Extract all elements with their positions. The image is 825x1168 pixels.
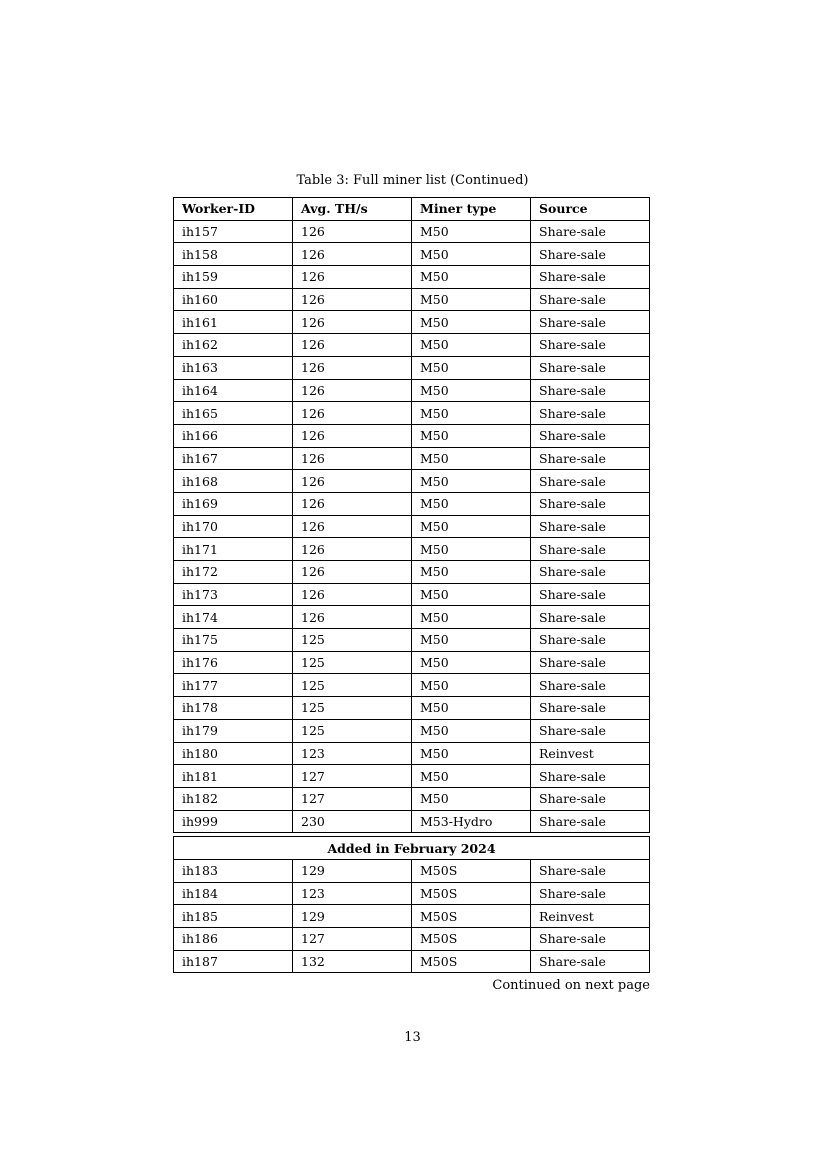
cell-source: Share-sale xyxy=(531,515,650,538)
table-body xyxy=(174,220,650,833)
cell-worker-id: ih999 xyxy=(174,810,293,833)
cell-avg-ths: 126 xyxy=(293,402,412,425)
table-row xyxy=(174,651,650,674)
cell-avg-ths: 127 xyxy=(293,928,412,951)
cell-miner-type: M50 xyxy=(412,288,531,311)
cell-avg-ths: 125 xyxy=(293,719,412,742)
cell-miner-type: M50 xyxy=(412,515,531,538)
cell-avg-ths: 126 xyxy=(293,379,412,402)
table-row xyxy=(174,787,650,810)
table-row xyxy=(174,515,650,538)
table-row xyxy=(174,492,650,515)
cell-worker-id: ih187 xyxy=(174,950,293,973)
page-number: 13 xyxy=(404,1030,421,1045)
cell-source: Share-sale xyxy=(531,697,650,720)
table-row xyxy=(174,606,650,629)
cell-miner-type: M50 xyxy=(412,379,531,402)
cell-worker-id: ih175 xyxy=(174,629,293,652)
table-row xyxy=(174,882,650,905)
cell-worker-id: ih169 xyxy=(174,492,293,515)
table-row xyxy=(174,719,650,742)
cell-avg-ths: 123 xyxy=(293,742,412,765)
cell-avg-ths: 126 xyxy=(293,288,412,311)
cell-avg-ths: 126 xyxy=(293,356,412,379)
table-row xyxy=(174,379,650,402)
cell-avg-ths: 129 xyxy=(293,859,412,882)
table-row xyxy=(174,334,650,357)
cell-avg-ths: 126 xyxy=(293,447,412,470)
cell-avg-ths: 127 xyxy=(293,765,412,788)
cell-source: Share-sale xyxy=(531,651,650,674)
cell-source: Reinvest xyxy=(531,742,650,765)
cell-miner-type: M50 xyxy=(412,787,531,810)
cell-source: Share-sale xyxy=(531,583,650,606)
cell-miner-type: M50 xyxy=(412,334,531,357)
cell-avg-ths: 125 xyxy=(293,674,412,697)
cell-worker-id: ih184 xyxy=(174,882,293,905)
table-row xyxy=(174,424,650,447)
cell-source: Share-sale xyxy=(531,311,650,334)
cell-avg-ths: 126 xyxy=(293,538,412,561)
cell-miner-type: M50 xyxy=(412,220,531,243)
cell-avg-ths: 126 xyxy=(293,334,412,357)
cell-worker-id: ih159 xyxy=(174,266,293,289)
cell-worker-id: ih183 xyxy=(174,859,293,882)
cell-worker-id: ih172 xyxy=(174,561,293,584)
cell-miner-type: M50 xyxy=(412,606,531,629)
table-row xyxy=(174,697,650,720)
cell-worker-id: ih164 xyxy=(174,379,293,402)
cell-miner-type: M50 xyxy=(412,538,531,561)
cell-source: Share-sale xyxy=(531,882,650,905)
cell-miner-type: M50S xyxy=(412,950,531,973)
cell-source: Share-sale xyxy=(531,266,650,289)
table-row xyxy=(174,583,650,606)
table-row xyxy=(174,905,650,928)
cell-miner-type: M50 xyxy=(412,447,531,470)
cell-miner-type: M50 xyxy=(412,629,531,652)
table-row xyxy=(174,765,650,788)
cell-worker-id: ih171 xyxy=(174,538,293,561)
table-row xyxy=(174,810,650,833)
cell-source: Share-sale xyxy=(531,674,650,697)
table-row xyxy=(174,220,650,243)
cell-miner-type: M50 xyxy=(412,742,531,765)
table-row xyxy=(174,288,650,311)
cell-source: Share-sale xyxy=(531,765,650,788)
cell-worker-id: ih165 xyxy=(174,402,293,425)
cell-source: Share-sale xyxy=(531,379,650,402)
header-avg-ths: Avg. TH/s xyxy=(293,198,412,221)
cell-avg-ths: 230 xyxy=(293,810,412,833)
continued-note: Continued on next page xyxy=(492,978,650,993)
cell-source: Share-sale xyxy=(531,243,650,266)
cell-avg-ths: 126 xyxy=(293,424,412,447)
cell-source: Share-sale xyxy=(531,424,650,447)
cell-avg-ths: 126 xyxy=(293,220,412,243)
cell-miner-type: M50S xyxy=(412,905,531,928)
cell-source: Share-sale xyxy=(531,810,650,833)
table-row xyxy=(174,674,650,697)
cell-avg-ths: 125 xyxy=(293,629,412,652)
table-row xyxy=(174,243,650,266)
section-body xyxy=(174,837,650,973)
cell-source: Share-sale xyxy=(531,288,650,311)
table-row xyxy=(174,311,650,334)
cell-source: Share-sale xyxy=(531,629,650,652)
cell-avg-ths: 125 xyxy=(293,697,412,720)
cell-source: Share-sale xyxy=(531,928,650,951)
cell-source: Share-sale xyxy=(531,719,650,742)
miner-table-container xyxy=(173,197,650,973)
table-row xyxy=(174,538,650,561)
cell-worker-id: ih181 xyxy=(174,765,293,788)
miner-table xyxy=(173,197,650,833)
cell-miner-type: M50 xyxy=(412,311,531,334)
cell-miner-type: M50 xyxy=(412,470,531,493)
cell-worker-id: ih157 xyxy=(174,220,293,243)
cell-avg-ths: 126 xyxy=(293,515,412,538)
cell-avg-ths: 126 xyxy=(293,311,412,334)
cell-worker-id: ih170 xyxy=(174,515,293,538)
cell-miner-type: M50 xyxy=(412,561,531,584)
cell-miner-type: M50 xyxy=(412,402,531,425)
cell-avg-ths: 126 xyxy=(293,492,412,515)
section-table xyxy=(173,836,650,973)
cell-miner-type: M53-Hydro xyxy=(412,810,531,833)
cell-worker-id: ih176 xyxy=(174,651,293,674)
cell-avg-ths: 126 xyxy=(293,606,412,629)
cell-source: Share-sale xyxy=(531,950,650,973)
cell-miner-type: M50S xyxy=(412,859,531,882)
table-row xyxy=(174,950,650,973)
cell-source: Share-sale xyxy=(531,538,650,561)
cell-source: Share-sale xyxy=(531,220,650,243)
cell-miner-type: M50 xyxy=(412,424,531,447)
cell-avg-ths: 123 xyxy=(293,882,412,905)
cell-worker-id: ih186 xyxy=(174,928,293,951)
cell-miner-type: M50 xyxy=(412,697,531,720)
cell-avg-ths: 125 xyxy=(293,651,412,674)
cell-worker-id: ih163 xyxy=(174,356,293,379)
cell-worker-id: ih162 xyxy=(174,334,293,357)
cell-miner-type: M50S xyxy=(412,928,531,951)
cell-miner-type: M50 xyxy=(412,583,531,606)
cell-source: Share-sale xyxy=(531,402,650,425)
cell-worker-id: ih179 xyxy=(174,719,293,742)
cell-worker-id: ih173 xyxy=(174,583,293,606)
cell-worker-id: ih180 xyxy=(174,742,293,765)
table-row xyxy=(174,356,650,379)
header-row xyxy=(174,198,650,221)
header-worker-id: Worker-ID xyxy=(174,198,293,221)
cell-source: Share-sale xyxy=(531,356,650,379)
cell-worker-id: ih178 xyxy=(174,697,293,720)
cell-source: Share-sale xyxy=(531,492,650,515)
table-row xyxy=(174,470,650,493)
cell-source: Share-sale xyxy=(531,787,650,810)
cell-worker-id: ih177 xyxy=(174,674,293,697)
cell-source: Share-sale xyxy=(531,447,650,470)
cell-avg-ths: 127 xyxy=(293,787,412,810)
cell-source: Reinvest xyxy=(531,905,650,928)
cell-avg-ths: 129 xyxy=(293,905,412,928)
cell-avg-ths: 126 xyxy=(293,266,412,289)
cell-worker-id: ih185 xyxy=(174,905,293,928)
cell-miner-type: M50 xyxy=(412,651,531,674)
cell-miner-type: M50 xyxy=(412,765,531,788)
cell-avg-ths: 126 xyxy=(293,561,412,584)
table-row xyxy=(174,561,650,584)
cell-source: Share-sale xyxy=(531,606,650,629)
cell-worker-id: ih182 xyxy=(174,787,293,810)
cell-source: Share-sale xyxy=(531,470,650,493)
section-title: Added in February 2024 xyxy=(174,837,650,860)
cell-miner-type: M50 xyxy=(412,243,531,266)
cell-avg-ths: 126 xyxy=(293,243,412,266)
header-source: Source xyxy=(531,198,650,221)
table-row xyxy=(174,629,650,652)
cell-source: Share-sale xyxy=(531,859,650,882)
cell-source: Share-sale xyxy=(531,561,650,584)
cell-avg-ths: 132 xyxy=(293,950,412,973)
table-row xyxy=(174,402,650,425)
cell-miner-type: M50 xyxy=(412,492,531,515)
table-row xyxy=(174,928,650,951)
table-row xyxy=(174,742,650,765)
cell-worker-id: ih166 xyxy=(174,424,293,447)
header-miner-type: Miner type xyxy=(412,198,531,221)
cell-miner-type: M50 xyxy=(412,266,531,289)
section-header-row xyxy=(174,837,650,860)
table-row xyxy=(174,266,650,289)
cell-miner-type: M50 xyxy=(412,356,531,379)
cell-worker-id: ih158 xyxy=(174,243,293,266)
cell-miner-type: M50 xyxy=(412,719,531,742)
cell-worker-id: ih161 xyxy=(174,311,293,334)
cell-miner-type: M50 xyxy=(412,674,531,697)
cell-avg-ths: 126 xyxy=(293,583,412,606)
table-row xyxy=(174,447,650,470)
table-caption: Table 3: Full miner list (Continued) xyxy=(296,173,529,188)
cell-miner-type: M50S xyxy=(412,882,531,905)
cell-worker-id: ih167 xyxy=(174,447,293,470)
cell-source: Share-sale xyxy=(531,334,650,357)
cell-worker-id: ih160 xyxy=(174,288,293,311)
cell-worker-id: ih168 xyxy=(174,470,293,493)
cell-worker-id: ih174 xyxy=(174,606,293,629)
cell-avg-ths: 126 xyxy=(293,470,412,493)
table-row xyxy=(174,859,650,882)
